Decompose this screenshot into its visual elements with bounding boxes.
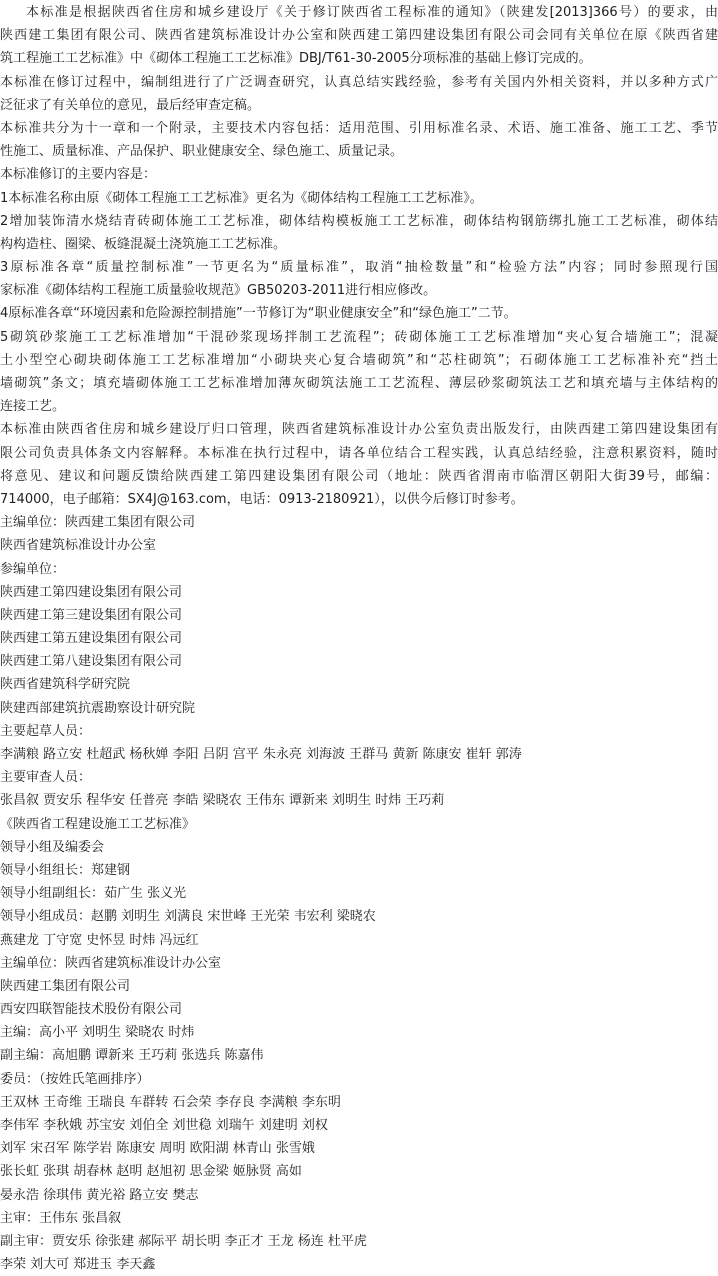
text-line: 李荣 刘大可 郑进玉 李天鑫 [0, 1257, 156, 1273]
text-line: 泛征求了有关单位的意见，最后经审查定稿。 [0, 97, 261, 113]
text-line: 副主编：高旭鹏 谭新来 王巧莉 张选兵 陈嘉伟 [0, 1048, 264, 1064]
text-line: 《陕西省工程建设施工工艺标准》 [0, 816, 196, 832]
text-line: 西安四联智能技术股份有限公司 [0, 1002, 183, 1018]
text-line: 本标准修订的主要内容是： [0, 167, 157, 183]
text-line: 本标准由陕西省住房和城乡建设厅归口管理，陕西省建筑标准设计办公室负责出版发行，由陕西建工第四建设集团有 [0, 422, 718, 438]
text-line: 燕建龙 丁守宽 史怀昱 时炜 冯远红 [0, 932, 199, 948]
text-line: 陕西省建筑标准设计办公室 [0, 538, 157, 554]
text-line: 陕西建工集团有限公司 [0, 978, 131, 994]
text-line: 主要审查人员： [0, 770, 92, 786]
text-line: 陕西建工第八建设集团有限公司 [0, 654, 183, 670]
text-line: 晏永浩 徐琪伟 黄光裕 路立安 樊志 [0, 1187, 199, 1203]
text-line: 主审：王伟东 张昌叙 [0, 1210, 122, 1226]
text-line: 家标准《砌体结构工程施工质量验收规范》GB50203-2011进行相应修改。 [0, 283, 437, 299]
text-line: 委员：（按姓氏笔画排序） [0, 1071, 150, 1087]
text-line: 4原标准各章“环境因素和危险源控制措施”一节修订为“职业健康安全”和“绿色施工”二节。 [0, 306, 517, 322]
text-line: 主编：高小平 刘明生 梁晓农 时炜 [0, 1025, 195, 1041]
text-line: 土小型空心砌块砌体施工工艺标准增加“小砌块夹心复合墙砌筑”和“芯柱砌筑”；石砌体施工工艺标准补充“挡土 [0, 352, 718, 368]
text-line: 李满粮 路立安 杜超武 杨秋婵 李阳 吕阴 宫平 朱永亮 刘海波 王群马 黄新 陈康安 崔轩 郭涛 [0, 747, 522, 762]
text-line: 领导小组成员：赵鹏 刘明生 刘满良 宋世峰 王光荣 韦宏利 梁晓农 [0, 909, 376, 925]
text-line: 李伟军 李秋娥 苏宝安 刘伯全 刘世稳 刘瑞午 刘建明 刘权 [0, 1118, 328, 1133]
text-line: 主编单位：陕西建工集团有限公司 [0, 515, 196, 531]
text-line: 2增加装饰清水烧结青砖砌体施工工艺标准，砌体结构模板施工工艺标准，砌体结构钢筋绑扎施工工艺标准，砌体结 [0, 213, 718, 229]
text-line: 性施工、质量标准、产品保护、职业健康安全、绿色施工、质量记录。 [0, 144, 404, 160]
text-line: 陕西建工第三建设集团有限公司 [0, 607, 183, 623]
text-line: 墙砌筑”条文；填充墙砌体施工工艺标准增加薄灰砌筑法施工工艺流程、薄层砂浆砌筑法工艺和填充墙与主体结构的 [0, 376, 718, 391]
text-line: 本标准在修订过程中，编制组进行了广泛调查研究，认真总结实践经验，参考有关国内外相关资料，并以多种方式广 [0, 74, 718, 90]
text-line: 陕西建工第四建设集团有限公司 [0, 584, 183, 600]
text-line: 领导小组组长：郑建钢 [0, 862, 131, 878]
text-line: 领导小组及编委会 [0, 839, 105, 855]
text-line: 5砌筑砂浆施工工艺标准增加“干混砂浆现场拌制工艺流程”；砖砌体施工工艺标准增加“夹心复合墙施工”；混凝 [0, 329, 718, 345]
text-line: 主编单位：陕西省建筑标准设计办公室 [0, 955, 222, 971]
text-line: 连接工艺。 [0, 399, 66, 415]
text-line: 主要起草人员： [0, 723, 92, 739]
text-line: 副主审：贾安乐 徐张建 郝际平 胡长明 李正才 王龙 杨连 杜平虎 [0, 1233, 367, 1249]
text-line: 构构造柱、圈梁、板缝混凝土浇筑施工工艺标准。 [0, 236, 287, 252]
text-line: 王双林 王奇维 王瑞良 车群转 石会荣 李存良 李满粮 李东明 [0, 1094, 341, 1110]
text-line: 3原标准各章“质量控制标准”一节更名为“质量标准”，取消“抽检数量”和“检验方法”内容；同时参照现行国 [0, 260, 718, 276]
text-line: 陕西建工集团有限公司、陕西省建筑标准设计办公室和陕西建工第四建设集团有限公司会同有关单位在原《陕西省建 [0, 28, 718, 44]
text-line: 筑工程施工工艺标准》中《砌体工程施工工艺标准》DBJ/T61-30-2005分项标准的基础上修订完成的。 [0, 51, 592, 67]
text-line: 将意见、建议和问题反馈给陕西建工第四建设集团有限公司（地址：陕西省渭南市临渭区朝阳大街39号，邮编： [0, 468, 718, 484]
text-line: 陕西省建筑科学研究院 [0, 677, 131, 693]
text-line: 张昌叙 贾安乐 程华安 任普亮 李皓 梁晓农 王伟东 谭新来 刘明生 时炜 王巧莉 [0, 793, 445, 809]
text-line: 陕西建工第五建设集团有限公司 [0, 631, 183, 647]
text-line: 领导小组副组长：茹广生 张义光 [0, 886, 187, 902]
text-line: 刘军 宋召军 陈学岩 陈康安 周明 欧阳湖 林青山 张雪娥 [0, 1141, 315, 1157]
text-line: 限公司负责具体条文内容解释。本标准在执行过程中，请各单位结合工程实践，认真总结经验，注意积累资料，随时 [0, 445, 718, 461]
text-line: 1本标准名称由原《砌体工程施工工艺标准》更名为《砌体结构工程施工工艺标准》。 [0, 190, 483, 206]
text-line: 陕建西部建筑抗震勘察设计研究院 [0, 700, 196, 716]
text-line: 714000，电子邮箱：SX4J@163.com，电话：0913-2180921），以供今后修订时参考。 [0, 491, 524, 507]
text-line: 本标准共分为十一章和一个附录，主要技术内容包括：适用范围、引用标准名录、术语、施工准备、施工工艺、季节 [0, 120, 718, 136]
text-line: 参编单位： [0, 561, 66, 577]
text-line: 张长虹 张琪 胡春林 赵明 赵旭初 思金梁 姬脉贤 高如 [0, 1164, 302, 1180]
text-line: 本标准是根据陕西省住房和城乡建设厅《关于修订陕西省工程标准的通知》（陕建发[2013]366号）的要求，由 [26, 5, 718, 20]
